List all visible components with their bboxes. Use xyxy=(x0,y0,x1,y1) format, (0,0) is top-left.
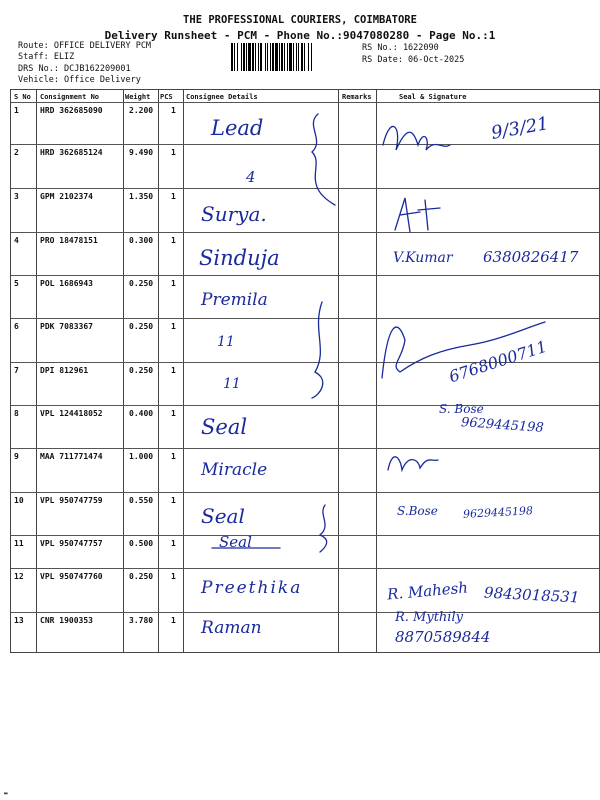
row-11-consignment: VPL 950747757 xyxy=(40,539,103,548)
row-10-weight: 0.550 xyxy=(129,496,154,505)
row-11-sno: 11 xyxy=(14,539,24,548)
company-title: THE PROFESSIONAL COURIERS, COIMBATORE xyxy=(183,14,417,26)
row-3-pcs: 1 xyxy=(171,192,176,201)
row-4-signature: V.Kumar xyxy=(393,250,453,266)
row-11-consignee: Seal xyxy=(219,533,252,551)
row-12-consignment: VPL 950747760 xyxy=(40,572,103,581)
row-11-pcs: 1 xyxy=(171,539,176,548)
row-8-signature: S. Bose xyxy=(439,402,484,416)
row-10-pcs: 1 xyxy=(171,496,176,505)
brace-ink-3 xyxy=(320,505,327,552)
row-13-sno: 13 xyxy=(14,616,24,625)
row-5-consignment: POL 1686943 xyxy=(40,279,93,288)
row-8-pcs: 1 xyxy=(171,409,176,418)
row-13-weight: 3.780 xyxy=(129,616,154,625)
row-2-consignee: 4 xyxy=(246,168,256,186)
signature-6 xyxy=(382,322,545,378)
col-consignee: Consignee Details xyxy=(186,93,258,101)
row-3-consignment: GPM 2102374 xyxy=(40,192,93,201)
row-6-sno: 6 xyxy=(14,322,19,331)
row-9-sno: 9 xyxy=(14,452,19,461)
col-remarks: Remarks xyxy=(342,93,372,101)
row-8-weight: 0.400 xyxy=(129,409,154,418)
signature-3 xyxy=(395,198,440,232)
row-7-consignee: 11 xyxy=(223,376,241,392)
brace-ink-2 xyxy=(312,302,323,398)
row-6-weight: 0.250 xyxy=(129,322,154,331)
row-13-consignment: CNR 1900353 xyxy=(40,616,93,625)
row-11-weight: 0.500 xyxy=(129,539,154,548)
row-1-sno: 1 xyxy=(14,106,19,115)
row-12-sno: 12 xyxy=(14,572,24,581)
row-8-sno: 8 xyxy=(14,409,19,418)
row-8-consignee: Seal xyxy=(201,415,248,439)
page-corner-mark: ▬ xyxy=(4,790,8,797)
row-10-consignee: Seal xyxy=(201,504,245,528)
row-7-weight: 0.250 xyxy=(129,366,154,375)
row-10-consignment: VPL 950747759 xyxy=(40,496,103,505)
row-4-consignee: Sinduja xyxy=(199,246,280,270)
row-4-sno: 4 xyxy=(14,236,19,245)
row-6-consignment: PDK 7083367 xyxy=(40,322,93,331)
row-4-signature-note: 6380826417 xyxy=(483,248,579,266)
row-9-weight: 1.000 xyxy=(129,452,154,461)
staff-label: Staff: ELIZ xyxy=(18,52,75,62)
row-2-consignment: HRD 362685124 xyxy=(40,148,103,157)
row-10-signature-note: 9629445198 xyxy=(462,504,534,521)
signature-9 xyxy=(388,457,438,470)
vehicle-label: Vehicle: Office Delivery xyxy=(18,75,141,85)
row-7-consignment: DPI 812961 xyxy=(40,366,89,375)
row-12-pcs: 1 xyxy=(171,572,176,581)
row-13-pcs: 1 xyxy=(171,616,176,625)
row-1-weight: 2.200 xyxy=(129,106,154,115)
row-3-weight: 1.350 xyxy=(129,192,154,201)
row-6-consignee: 11 xyxy=(217,334,235,350)
row-2-weight: 9.490 xyxy=(129,148,154,157)
signature-1 xyxy=(383,126,450,150)
row-12-signature-note: 9843018531 xyxy=(483,583,580,607)
row-12-signature: R. Mahesh xyxy=(386,578,469,604)
brace-ink-1 xyxy=(312,114,335,205)
row-13-signature: R. Mythily xyxy=(395,610,463,625)
row-5-weight: 0.250 xyxy=(129,279,154,288)
row-1-pcs: 1 xyxy=(171,106,176,115)
row-1-signature-note: 9/3/21 xyxy=(489,113,551,144)
row-10-signature: S.Bose xyxy=(397,504,438,518)
col-pcs: PCS xyxy=(160,93,173,101)
row-5-pcs: 1 xyxy=(171,279,176,288)
row-7-pcs: 1 xyxy=(171,366,176,375)
row-8-consignment: VPL 124418052 xyxy=(40,409,103,418)
row-7-signature-note: 6768000711 xyxy=(446,336,550,387)
row-5-sno: 5 xyxy=(14,279,19,288)
row-4-consignment: PRO 18478151 xyxy=(40,236,98,245)
row-2-sno: 2 xyxy=(14,148,19,157)
row-9-consignment: MAA 711771474 xyxy=(40,452,103,461)
row-9-consignee: Miracle xyxy=(201,460,268,480)
row-6-pcs: 1 xyxy=(171,322,176,331)
drs-number: DRS No.: DCJB162209001 xyxy=(18,64,131,74)
row-5-consignee: Premila xyxy=(201,290,268,310)
row-3-consignee: Surya. xyxy=(201,202,267,226)
col-sno: S No xyxy=(14,93,31,101)
row-2-pcs: 1 xyxy=(171,148,176,157)
row-1-consignment: HRD 362685090 xyxy=(40,106,103,115)
col-seal-signature: Seal & Signature xyxy=(399,93,467,101)
col-weight: Weight xyxy=(125,93,151,101)
row-12-consignee: Preethika xyxy=(201,578,303,598)
row-3-sno: 3 xyxy=(14,192,19,201)
rs-date: RS Date: 06-Oct-2025 xyxy=(362,55,465,65)
row-13-consignee: Raman xyxy=(201,618,262,638)
row-10-sno: 10 xyxy=(14,496,24,505)
row-8-signature-note: 9629445198 xyxy=(460,415,545,436)
rs-number: RS No.: 1622090 xyxy=(362,43,439,53)
col-consignment: Consignment No xyxy=(40,93,100,101)
row-4-weight: 0.300 xyxy=(129,236,154,245)
row-7-sno: 7 xyxy=(14,366,19,375)
row-13-signature-note: 8870589844 xyxy=(395,628,491,646)
row-4-pcs: 1 xyxy=(171,236,176,245)
runsheet-subtitle: Delivery Runsheet - PCM - Phone No.:9047080280 - Page No.:1 xyxy=(104,29,496,42)
row-1-consignee: Lead xyxy=(211,116,264,140)
route-label: Route: OFFICE DELIVERY PCM xyxy=(18,41,152,51)
row-12-weight: 0.250 xyxy=(129,572,154,581)
row-9-pcs: 1 xyxy=(171,452,176,461)
